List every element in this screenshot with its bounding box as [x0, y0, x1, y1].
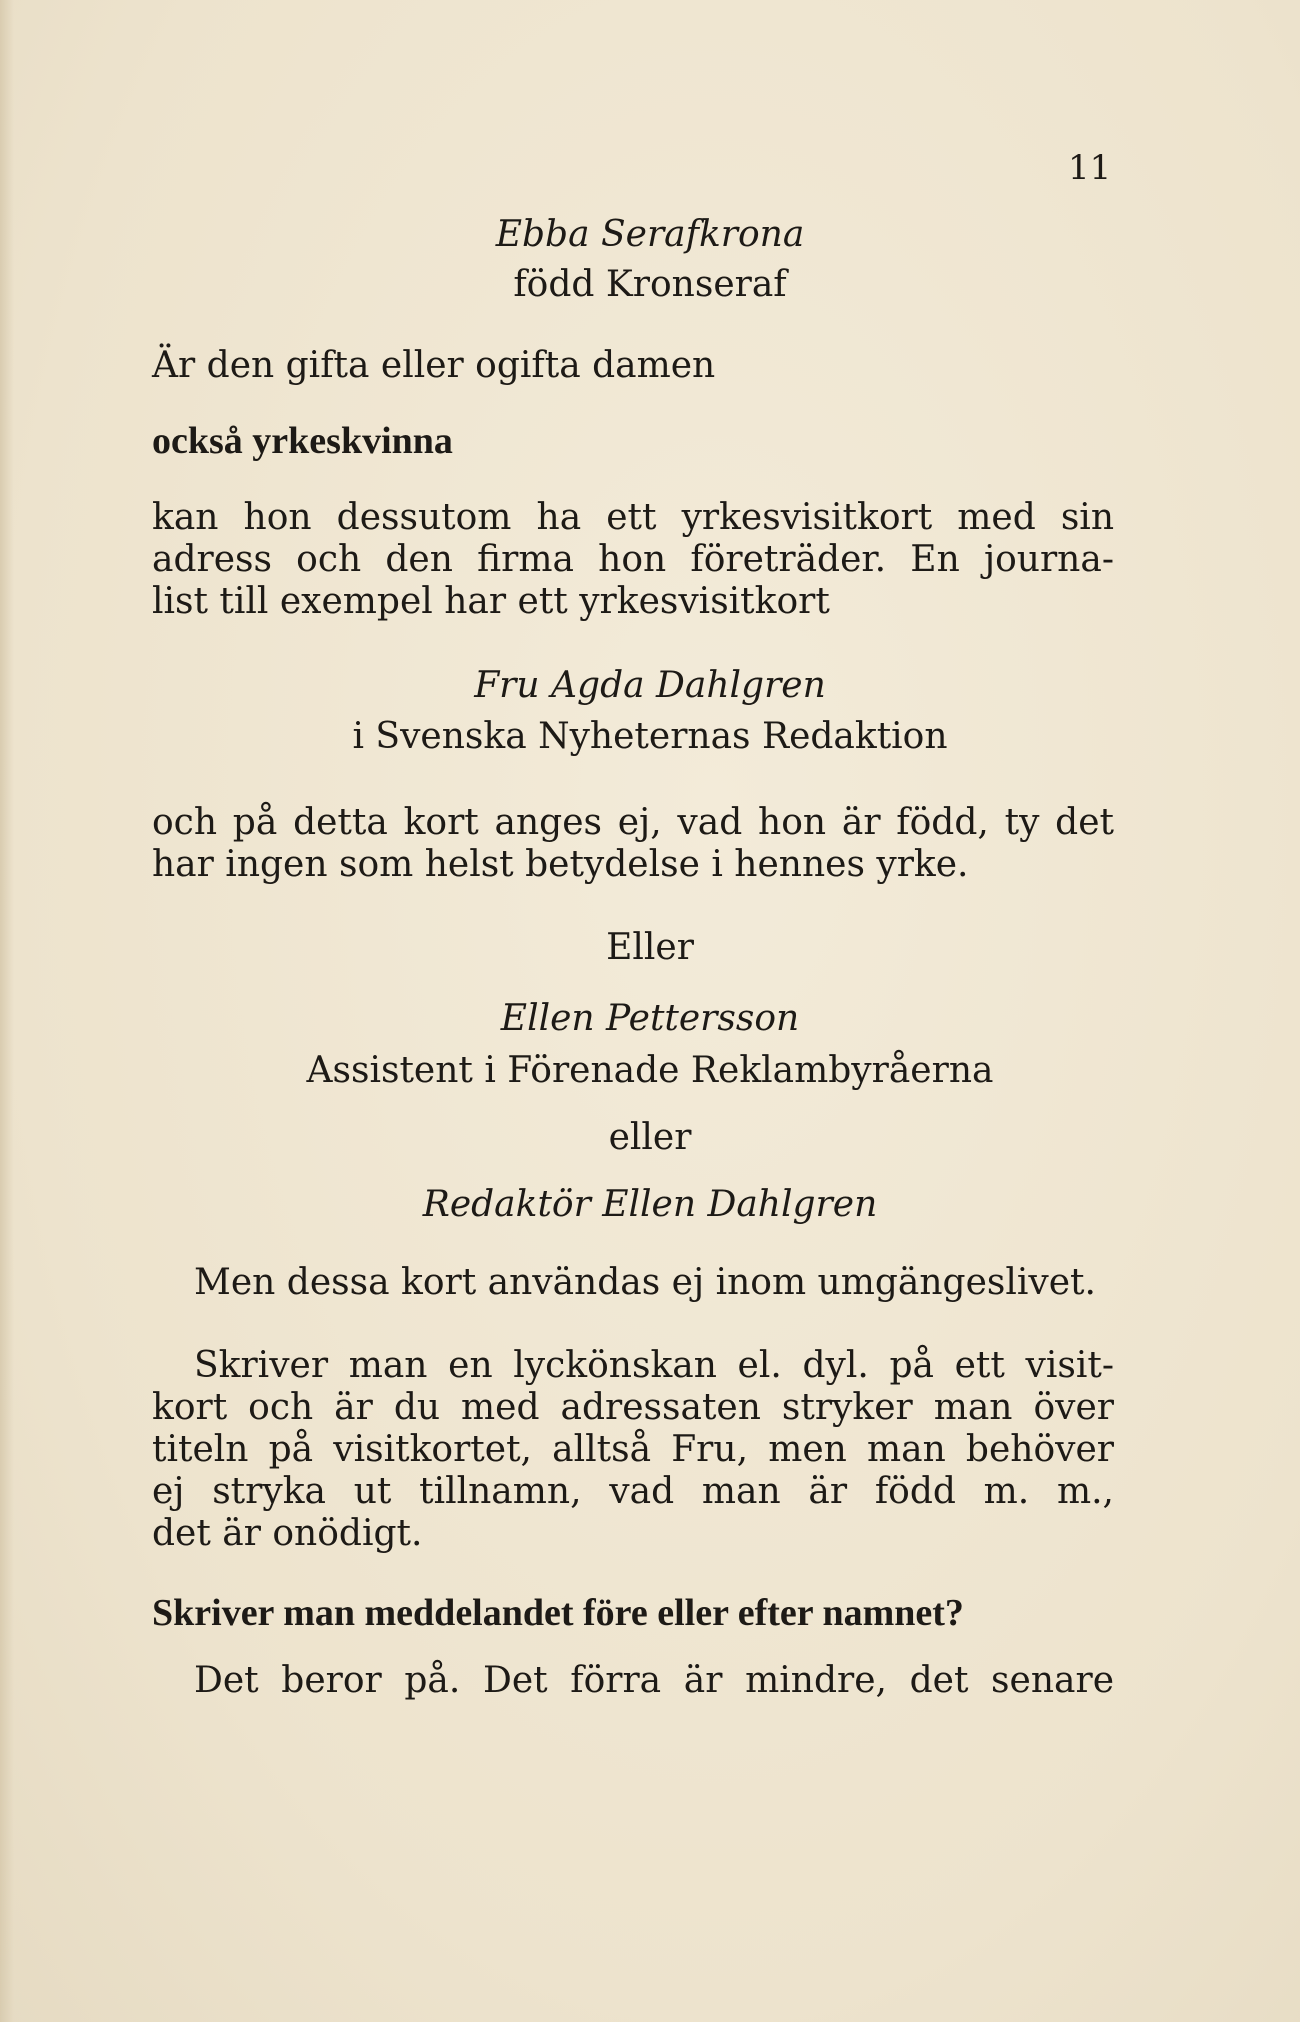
- paragraph-line: Skriver man en lyckönskan el. dyl. på ett visit-: [194, 1345, 1114, 1386]
- example-org-line: i Svenska Nyheternas Redaktion: [352, 716, 948, 757]
- separator-eller: Eller: [606, 927, 694, 968]
- example-name-redaktor: Redaktör Ellen Dahlgren: [422, 1184, 878, 1225]
- example-name-ellen: Ellen Pettersson: [500, 998, 800, 1039]
- paragraph-line: det är onödigt.: [152, 1513, 423, 1554]
- paragraph-line: kort och är du med adressaten stryker man över: [152, 1387, 1114, 1428]
- example-name-agda: Fru Agda Dahlgren: [474, 665, 826, 706]
- paragraph-line: adress och den firma hon företräder. En journa-: [152, 539, 1114, 580]
- example-born-line: född Kronseraf: [513, 264, 787, 305]
- heading-yrkeskvinna: också yrkeskvinna: [152, 420, 453, 462]
- separator-eller-lower: eller: [608, 1117, 692, 1158]
- paragraph-line: list till exempel har ett yrkesvisitkort: [152, 581, 830, 622]
- paragraph-last-line: Det beror på. Det förra är mindre, det senare: [194, 1660, 1114, 1701]
- heading-question: Skriver man meddelandet före eller efter namnet?: [152, 1592, 964, 1634]
- paragraph-umgangeslivet: Men dessa kort användas ej inom umgängeslivet.: [194, 1262, 1096, 1303]
- paragraph-line: titeln på visitkortet, alltså Fru, men man behöver: [152, 1429, 1114, 1470]
- paragraph-line: ej stryka ut tillnamn, vad man är född m. m.,: [152, 1471, 1114, 1512]
- paragraph-line: kan hon dessutom ha ett yrkesvisitkort med sin: [152, 497, 1114, 538]
- example-name-ebba: Ebba Serafkrona: [495, 214, 805, 255]
- paragraph-line: har ingen som helst betydelse i hennes yrke.: [152, 844, 969, 885]
- example-title-line: Assistent i Förenade Reklambyråerna: [306, 1050, 994, 1091]
- page-number: 11: [1068, 148, 1112, 188]
- paragraph-line: och på detta kort anges ej, vad hon är född, ty det: [152, 802, 1114, 843]
- paragraph-intro: Är den gifta eller ogifta damen: [152, 345, 716, 386]
